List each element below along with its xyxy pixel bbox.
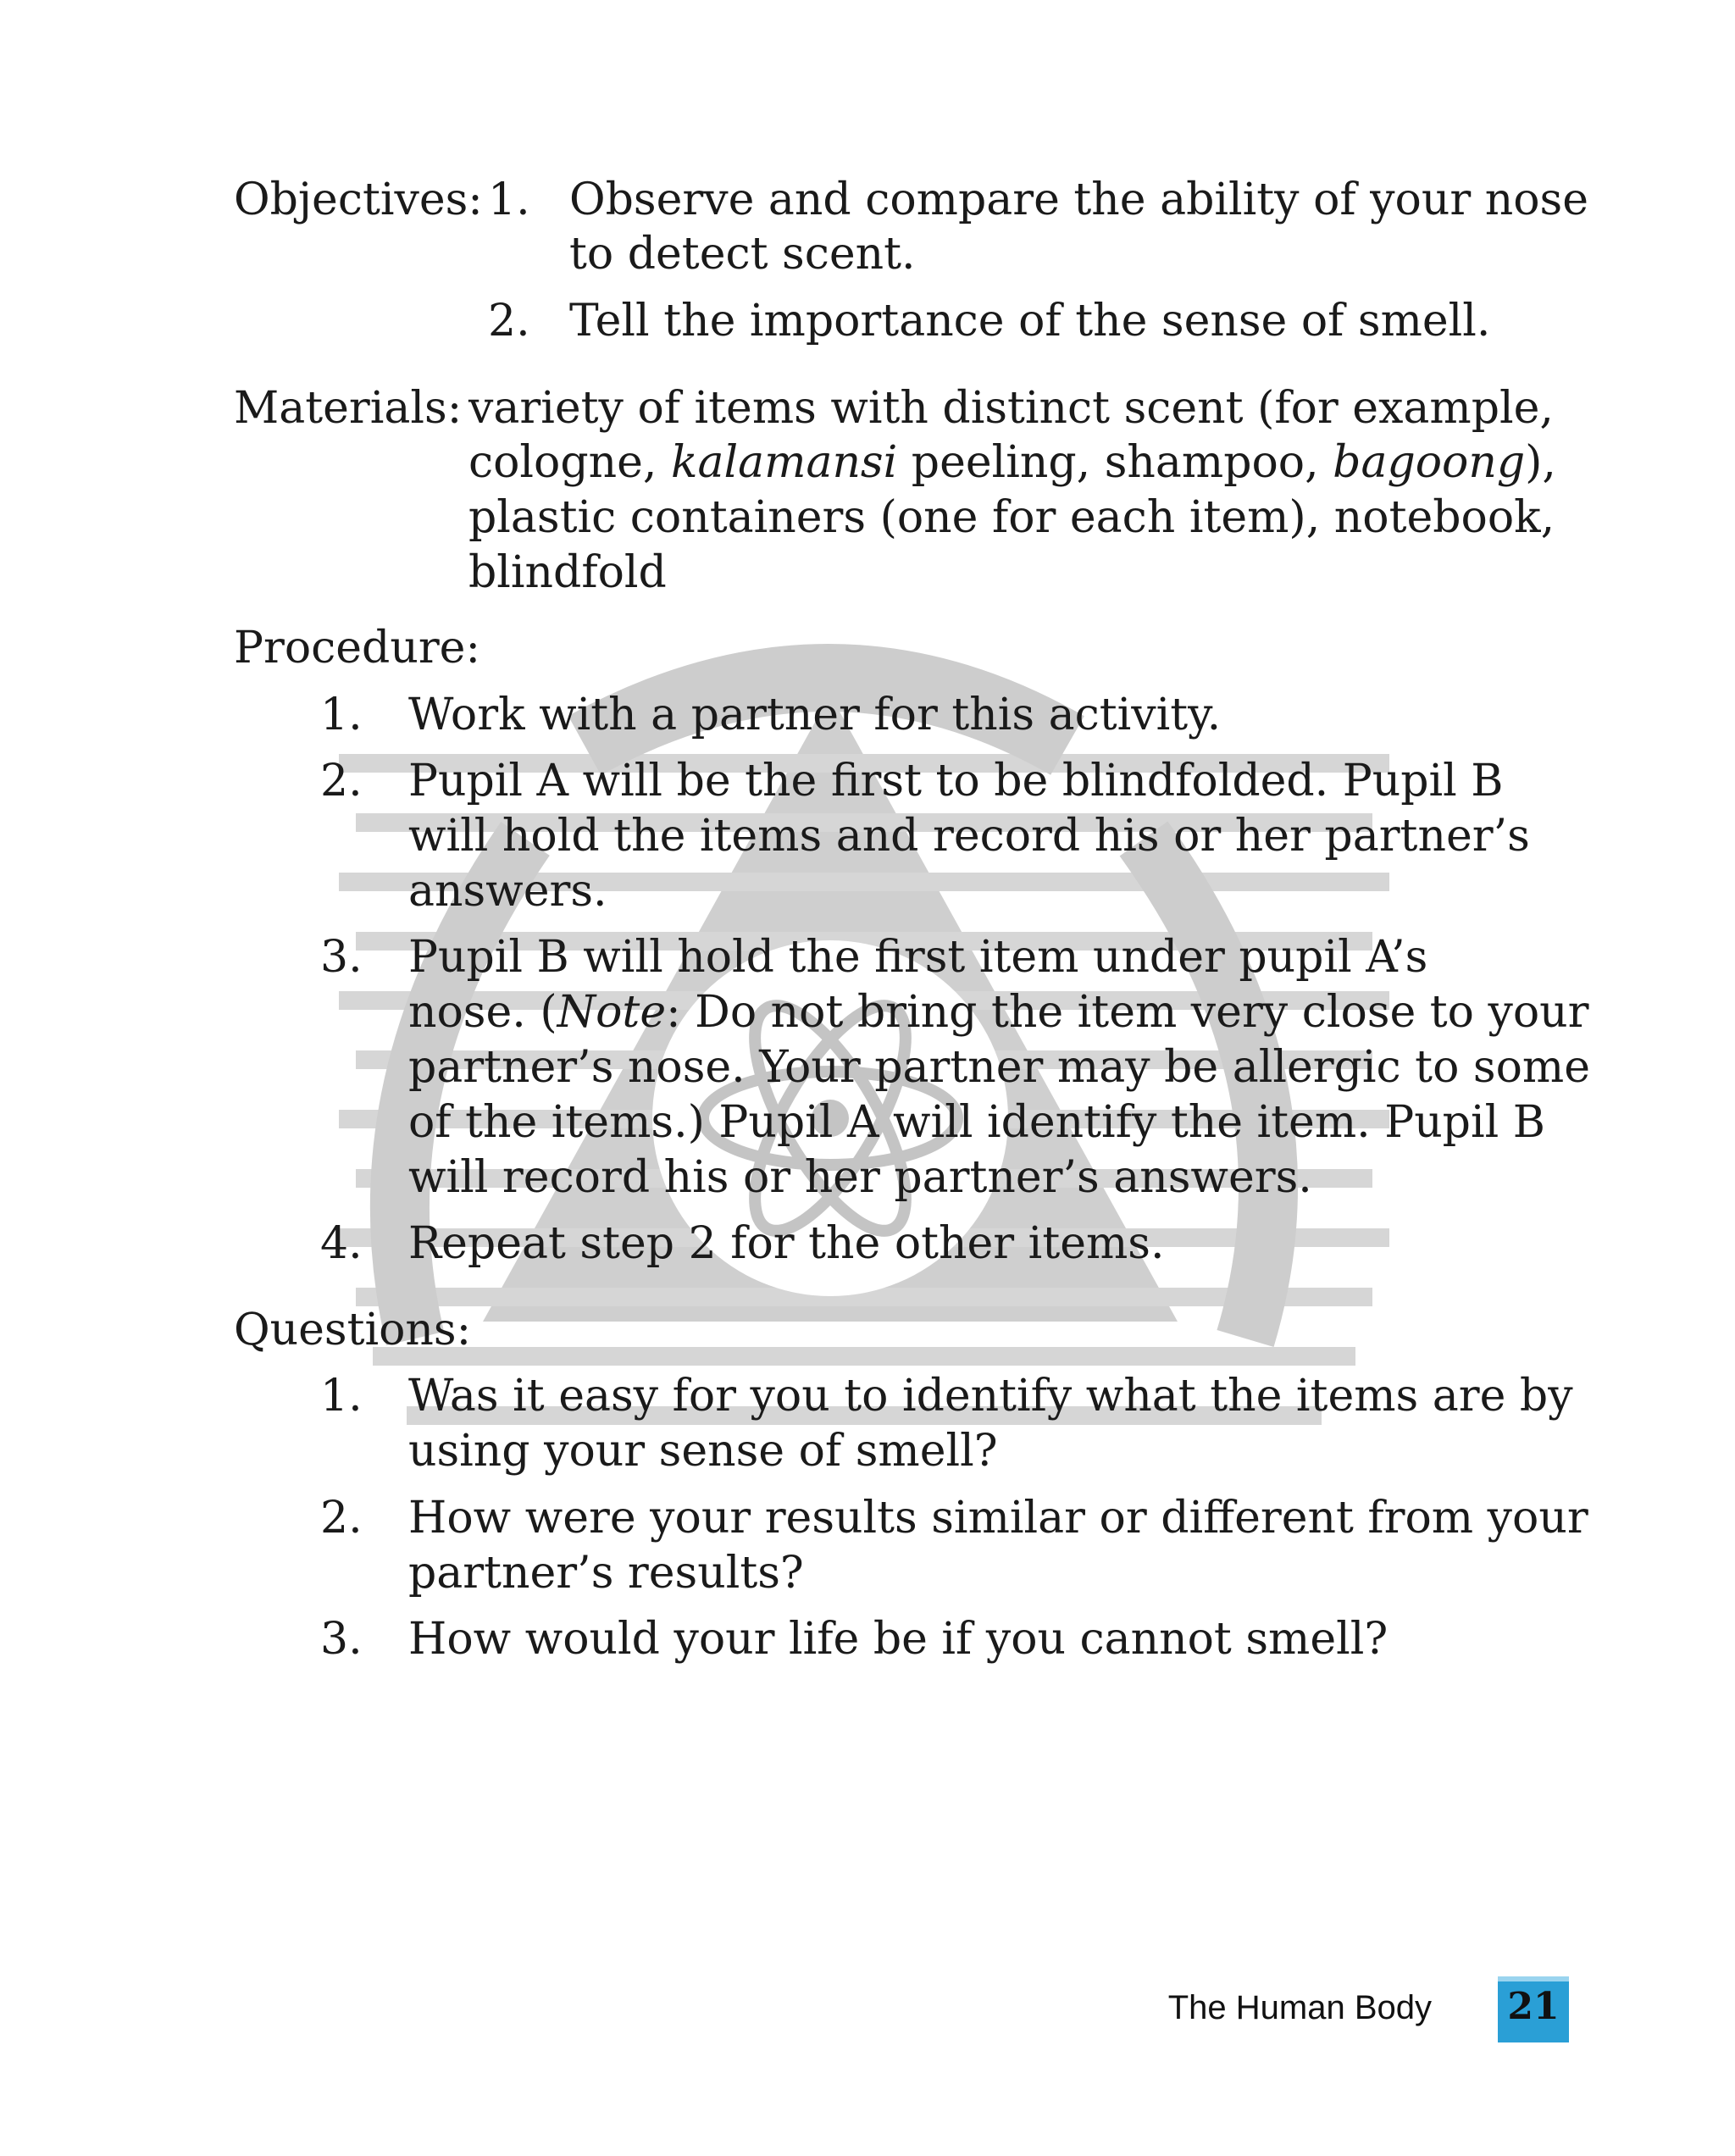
materials-italic-term: bagoong: [1333, 437, 1526, 488]
procedure-step-text: of the items.) Pupil A will identify the item. Pupil B: [408, 1097, 1545, 1148]
materials-label: Materials:: [234, 383, 463, 434]
question-number: 3.: [320, 1614, 363, 1665]
objective-text: Observe and compare the ability of your nose: [569, 175, 1588, 225]
procedure-step-text: nose. (Note: Do not bring the item very close to your: [408, 987, 1589, 1038]
objective-number: 1.: [488, 175, 530, 225]
question-text: How would your life be if you cannot smell?: [408, 1614, 1389, 1665]
question-text: partner’s results?: [408, 1548, 804, 1599]
procedure-step-text: Repeat step 2 for the other items.: [408, 1218, 1165, 1269]
procedure-step-number: 2.: [320, 756, 363, 806]
procedure-step-number: 3.: [320, 932, 363, 983]
objective-text: Tell the importance of the sense of smell.: [569, 296, 1491, 346]
procedure-step-text: will record his or her partner’s answers.: [408, 1152, 1312, 1203]
questions-label: Questions:: [234, 1305, 472, 1355]
page-number-badge: [1498, 1976, 1569, 2042]
materials-text: plastic containers (one for each item), notebook,: [468, 492, 1555, 543]
note-italic: Note: [557, 987, 667, 1038]
materials-text: cologne, kalamansi peeling, shampoo, bagoong),: [468, 437, 1556, 488]
procedure-step-text: will hold the items and record his or her partner’s: [408, 811, 1530, 862]
procedure-step-text: partner’s nose. Your partner may be allergic to some: [408, 1042, 1590, 1093]
procedure-step-text: answers.: [408, 866, 607, 917]
question-number: 1.: [320, 1371, 363, 1422]
page-number: 21: [1507, 1985, 1560, 2028]
procedure-step-text: Pupil B will hold the first item under pupil A’s: [408, 932, 1428, 983]
materials-text: blindfold: [468, 547, 667, 598]
procedure-step-text: Pupil A will be the first to be blindfolded. Pupil B: [408, 756, 1504, 806]
materials-italic-term: kalamansi: [670, 437, 898, 488]
question-number: 2.: [320, 1493, 363, 1544]
objectives-label: Objectives:: [234, 175, 483, 225]
objective-number: 2.: [488, 296, 530, 346]
procedure-label: Procedure:: [234, 623, 480, 673]
materials-text: variety of items with distinct scent (for example,: [468, 383, 1554, 434]
procedure-step-text: Work with a partner for this activity.: [408, 690, 1222, 740]
procedure-step-number: 1.: [320, 690, 363, 740]
question-text: using your sense of smell?: [408, 1426, 998, 1477]
question-text: Was it easy for you to identify what the items are by: [408, 1371, 1573, 1422]
procedure-step-number: 4.: [320, 1218, 363, 1269]
question-text: How were your results similar or different from your: [408, 1493, 1588, 1544]
objective-text: to detect scent.: [569, 229, 916, 280]
footer-section-title: The Human Body: [1167, 1989, 1432, 2026]
